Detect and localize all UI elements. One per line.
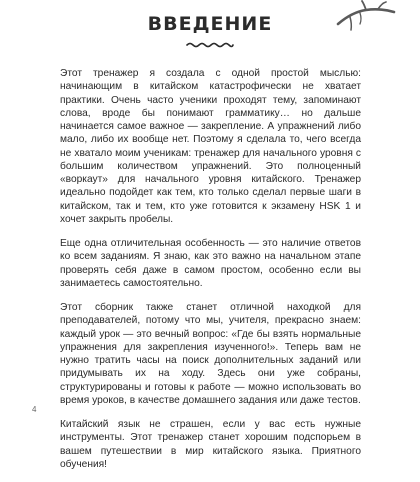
- tree-branch-icon: [336, 0, 396, 34]
- paragraph-teachers: Этот сборник также станет отличной находкой для преподавателей, потому что мы, учителя, прекрасно знаем: каждый урок — это вечный вопрос: «Где бы взять нормальные упражнения для закрепления изученного!». Теперь вам не нужно тратить часы на поиск дополнительных заданий или придумывать их на ходу. Здесь они уже собраны, структурированы и готовы к работе — можно использовать во время уроков, в качестве домашнего задания или даже тестов.: [60, 302, 361, 406]
- paragraph-answers: Еще одна отличительная особенность — это наличие ответов ко всем заданиям. Я знаю, как это важно на начальном этапе проверять себя даже в самом простом, особенно если вы занимаетесь самостоятельно.: [60, 238, 361, 289]
- paragraph-closing: Китайский язык не страшен, если у вас есть нужные инструменты. Этот тренажер станет хорошим подспорьем в вашем путешествии в мир китайского языка. Приятного обучения!: [60, 419, 361, 470]
- page-number: 4: [32, 405, 37, 414]
- page-header: [0, 0, 420, 60]
- page-title: ВВЕДЕНИЕ: [147, 13, 273, 35]
- wavy-underline-icon: [186, 41, 234, 49]
- paragraph-intro: Этот тренажер я создала с одной простой мыслью: начинающим в китайском катастрофически не хватает практики. Очень часто ученики проходят тему, запоминают слова, вроде бы понимают грамматику… но дальше начинается самое важное — закрепление. А упражнений либо мало, либо их вообще нет. Поэтому я сделала то, чего всегда не хватало моим ученикам: тренажер для начального уровня с большим количеством упражнений. Это полноценный «воркаут» для начального уровня китайского. Тренажер идеально подойдет как тем, кто только сделал первые шаги в китайском, так и тем, кто уже готовится к экзамену HSK 1 и хочет закрыть пробелы.: [60, 68, 361, 225]
